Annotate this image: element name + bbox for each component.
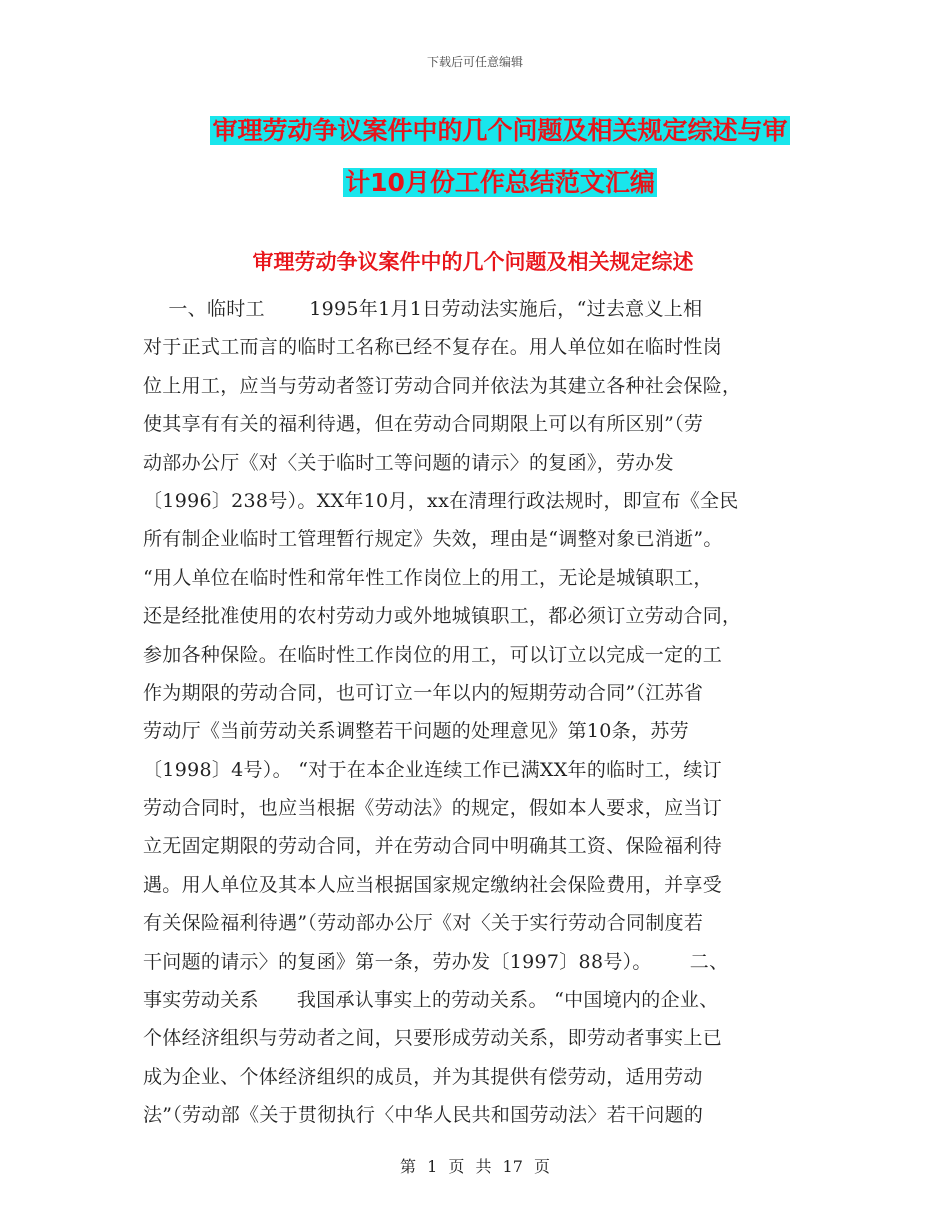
body-line: 所有制企业临时工管理暂行规定》失效，理由是“调整对象已消逝”。 (143, 528, 723, 551)
body-line: 〔1996〕238号）。XX年10月，xx在清理行政法规时，即宣布《全民 (143, 489, 739, 512)
body-line: 劳动合同时，也应当根据《劳动法》的规定，假如本人要求，应当订 (143, 797, 723, 820)
body-line: “用人单位在临时性和常年性工作岗位上的用工，无论是城镇职工， (143, 566, 713, 589)
body-line: 参加各种保险。在临时性工作岗位的用工，可以订立以完成一定的工 (143, 643, 723, 666)
title-line-1: 审理劳动争议案件中的几个问题及相关规定综述与审 (212, 116, 788, 145)
body-line: 使其享有有关的福利待遇，但在劳动合同期限上可以有所区别”（劳 (143, 413, 704, 436)
body-line: 〔1998〕4号）。 “对于在本企业连续工作已满XX年的临时工，续订 (143, 758, 722, 781)
document-title (150, 105, 850, 209)
body-line: 成为企业、个体经济组织的成员，并为其提供有偿劳动，适用劳动 (143, 1065, 703, 1088)
body-line: 一、临时工 1995年1月1日劳动法实施后，“过去意义上相 (143, 298, 703, 320)
body-line: 还是经批准使用的农村劳动力或外地城镇职工，都必须订立劳动合同， (143, 605, 742, 628)
body-line: 遇。用人单位及其本人应当根据国家规定缴纳社会保险费用，并享受 (143, 873, 723, 896)
body-line: 干问题的请示〉的复函》第一条，劳办发〔1997〕88号）。 二、 (143, 950, 729, 973)
title-line-2: 计10月份工作总结范文汇编 (345, 168, 655, 197)
body-line: 立无固定期限的劳动合同，并在劳动合同中明确其工资、保险福利待 (143, 835, 723, 858)
body-line: 对于正式工而言的临时工名称已经不复存在。用人单位如在临时性岗 (143, 336, 723, 359)
header-note: 下载后可任意编辑 (426, 55, 523, 69)
body-line: 位上用工，应当与劳动者签订劳动合同并依法为其建立各种社会保险， (143, 374, 742, 397)
body-line: 法”（劳动部《关于贯彻执行〈中华人民共和国劳动法〉若干问题的 (143, 1104, 704, 1127)
section-title: 审理劳动争议案件中的几个问题及相关规定综述 (252, 250, 694, 274)
body-line: 作为期限的劳动合同，也可订立一年以内的短期劳动合同”（江苏省 (143, 681, 704, 704)
body-text (143, 290, 807, 1135)
body-line: 个体经济组织与劳动者之间，只要形成劳动关系，即劳动者事实上已 (143, 1027, 723, 1050)
body-line: 有关保险福利待遇”（劳动部办公厅《对〈关于实行劳动合同制度若 (143, 912, 704, 935)
body-line: 事实劳动关系 我国承认事实上的劳动关系。 “中国境内的企业、 (143, 989, 719, 1012)
body-line: 劳动厅《当前劳动关系调整若干问题的处理意见》第10条，苏劳 (143, 720, 689, 743)
page-footer: 第 1 页 共 17 页 (400, 1157, 550, 1176)
body-line: 动部办公厅《对〈关于临时工等问题的请示〉的复函》，劳办发 (143, 451, 674, 474)
